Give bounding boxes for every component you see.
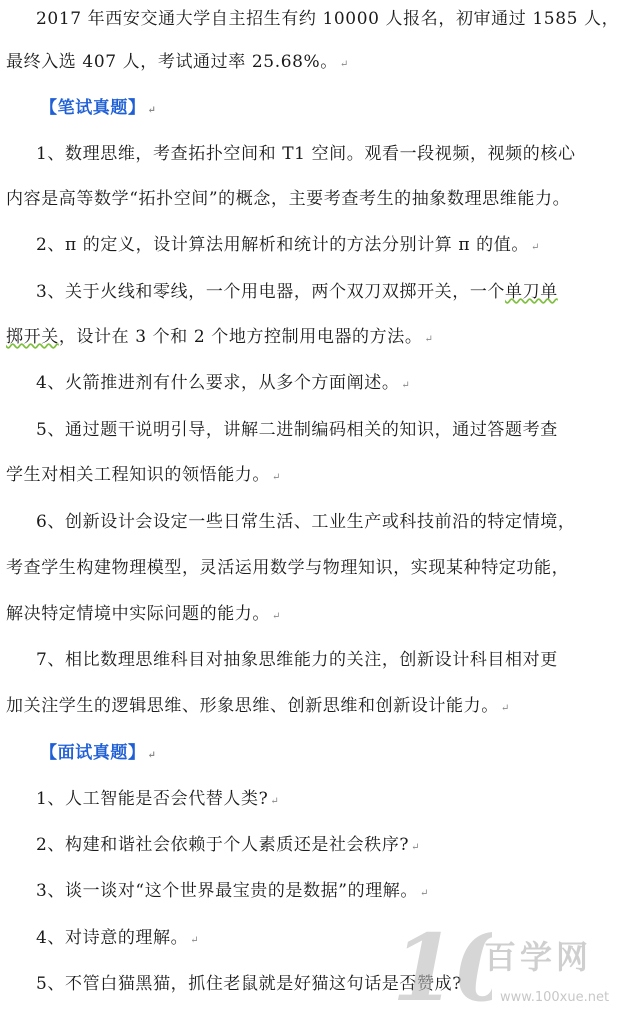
paragraph-mark: ↵ bbox=[420, 888, 429, 899]
paragraph-mark: ↵ bbox=[272, 472, 281, 483]
watermark-brand: 百学网 bbox=[484, 938, 593, 976]
paragraph-mark: ↵ bbox=[424, 334, 434, 345]
spellcheck-underline: 掷开关 bbox=[6, 327, 59, 347]
paragraph-mark: ↵ bbox=[147, 750, 157, 761]
written-q5-line-1: 5、通过题干说明引导，讲解二进制编码相关的知识，通过答题考查 bbox=[36, 420, 558, 440]
paragraph-mark: ↵ bbox=[411, 842, 421, 853]
paragraph-mark: ↵ bbox=[272, 611, 281, 622]
spellcheck-underline: 单刀单 bbox=[505, 282, 558, 302]
interview-q4: 4、对诗意的理解。 ↵ bbox=[36, 928, 200, 948]
paragraph-mark: ↵ bbox=[190, 935, 200, 946]
intro-line-2: 最终入选 407 人，考试通过率 25.68%。 ↵ bbox=[6, 52, 349, 72]
written-q6-line-2: 考查学生构建物理模型，灵活运用数学与物理知识，实现某种特定功能， bbox=[6, 558, 570, 578]
written-q1-line-2: 内容是高等数学“拓扑空间”的概念，主要考查考生的抽象数理思维能力。 bbox=[6, 189, 571, 209]
watermark-digits: 1 bbox=[392, 914, 457, 1021]
written-heading: 【笔试真题】 ↵ bbox=[40, 98, 157, 118]
paragraph-mark: ↵ bbox=[147, 105, 157, 116]
interview-heading: 【面试真题】 ↵ bbox=[40, 743, 157, 763]
written-q6-line-1: 6、创新设计会设定一些日常生活、工业生产或科技前沿的特定情境， bbox=[36, 512, 576, 532]
paragraph-mark: ↵ bbox=[401, 380, 411, 391]
interview-q1: 1、人工智能是否会代替人类? ↵ bbox=[36, 789, 280, 809]
paragraph-mark: ↵ bbox=[270, 796, 280, 807]
watermark-url: www.100xue.net bbox=[500, 990, 610, 1005]
paragraph-mark: ↵ bbox=[500, 703, 510, 714]
written-q5-line-2: 学生对相关工程知识的领悟能力。 ↵ bbox=[6, 465, 281, 485]
interview-q5: 5、不管白猫黑猫，抓住老鼠就是好猫这句话是否赞成? bbox=[36, 974, 462, 994]
written-q3-line-2: 掷开关，设计在 3 个和 2 个地方控制用电器的方法。 ↵ bbox=[6, 327, 434, 347]
written-q6-line-3: 解决特定情境中实际问题的能力。 ↵ bbox=[6, 604, 281, 624]
paragraph-mark: ↵ bbox=[530, 242, 540, 253]
watermark-logo-icon bbox=[392, 912, 492, 1021]
interview-q3: 3、谈一谈对“这个世界最宝贵的是数据”的理解。 ↵ bbox=[36, 881, 429, 901]
intro-line-1: 2017 年西安交通大学自主招生有约 10000 人报名，初审通过 1585 人， bbox=[36, 9, 620, 29]
written-q3-line-1: 3、关于火线和零线，一个用电器，两个双刀双掷开关，一个单刀单 bbox=[36, 282, 558, 302]
written-q7-line-1: 7、相比数理思维科目对抽象思维能力的关注，创新设计科目相对更 bbox=[36, 650, 558, 670]
paragraph-mark: ↵ bbox=[339, 59, 349, 70]
written-q1-line-1: 1、数理思维，考查拓扑空间和 T1 空间。观看一段视频，视频的核心 bbox=[36, 144, 576, 164]
written-q4: 4、火箭推进剂有什么要求，从多个方面阐述。 ↵ bbox=[36, 373, 411, 393]
watermark bbox=[392, 912, 640, 1021]
written-q7-line-2: 加关注学生的逻辑思维、形象思维、创新思维和创新设计能力。 ↵ bbox=[6, 696, 510, 716]
written-q2: 2、π 的定义，设计算法用解析和统计的方法分别计算 π 的值。 ↵ bbox=[36, 235, 540, 255]
interview-q2: 2、构建和谐社会依赖于个人素质还是社会秩序? ↵ bbox=[36, 835, 421, 855]
